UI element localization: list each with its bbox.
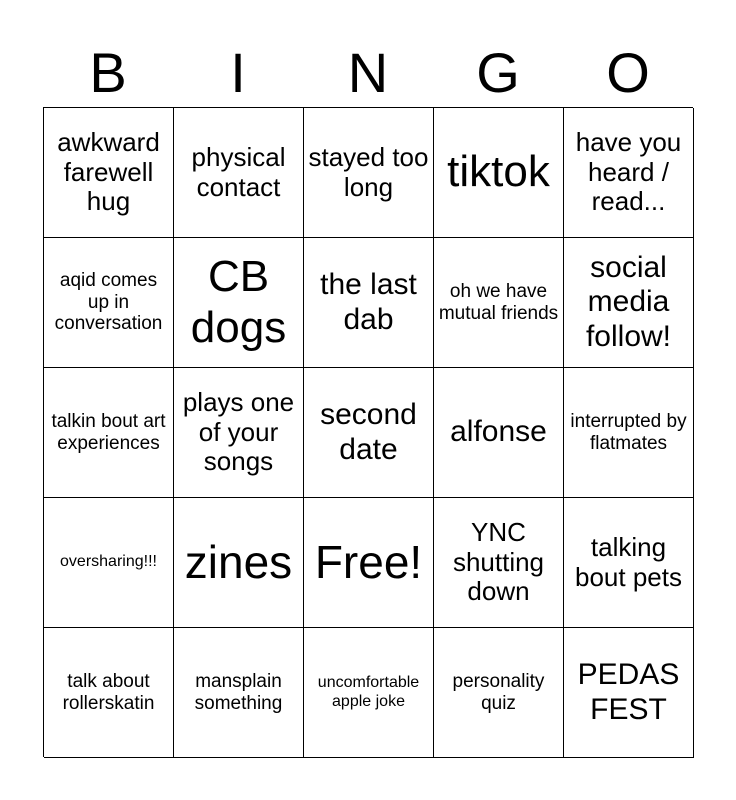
cell-text: talkin bout art experiences [51, 410, 166, 454]
bingo-cell-r5-c2[interactable] [174, 628, 304, 758]
bingo-cell-r5-c3[interactable] [304, 628, 434, 758]
header-letter-b: B [89, 41, 127, 104]
header-letter-o: O [606, 41, 650, 104]
header-letter-g: G [476, 41, 520, 104]
bingo-cell-r5-c5[interactable] [564, 628, 694, 758]
bingo-cell-r4-c3[interactable] [304, 498, 434, 628]
bingo-cell-r4-c4[interactable] [434, 498, 564, 628]
cell-text: PEDAS FEST [577, 658, 680, 726]
cell-text: interrupted by flatmates [570, 410, 687, 454]
cell-text: Free! [314, 536, 423, 589]
bingo-cell-r2-c5[interactable] [564, 238, 694, 368]
bingo-cell-r2-c2[interactable] [174, 238, 304, 368]
bingo-cell-r2-c1[interactable] [44, 238, 174, 368]
bingo-cell-r1-c1[interactable] [44, 108, 174, 238]
cell-text: YNC shutting down [452, 516, 545, 607]
header-letter-n: N [347, 41, 389, 104]
bingo-header [43, 38, 693, 108]
bingo-cell-r2-c4[interactable] [434, 238, 564, 368]
bingo-cell-r4-c2[interactable] [174, 498, 304, 628]
cell-text: alfonse [450, 415, 547, 449]
cell-text: zines [184, 536, 293, 589]
cell-text: personality quiz [452, 670, 545, 714]
cell-text: awkward farewell hug [57, 126, 160, 217]
bingo-cell-r3-c3[interactable] [304, 368, 434, 498]
cell-text: plays one of your songs [182, 386, 295, 477]
cell-text: oversharing!!! [60, 553, 157, 571]
bingo-cell-r1-c3[interactable] [304, 108, 434, 238]
cell-text: the last dab [320, 268, 417, 336]
bingo-cell-r1-c4[interactable] [434, 108, 564, 238]
cell-text: CB dogs [190, 251, 287, 352]
cell-text: social media follow! [585, 250, 672, 353]
bingo-cell-r4-c1[interactable] [44, 498, 174, 628]
cell-text: second date [320, 398, 417, 466]
bingo-cell-r3-c1[interactable] [44, 368, 174, 498]
bingo-cell-r3-c5[interactable] [564, 368, 694, 498]
cell-text: talk about rollerskatin [62, 670, 155, 714]
bingo-cell-r3-c4[interactable] [434, 368, 564, 498]
bingo-board [43, 107, 693, 757]
cell-text: tiktok [447, 147, 550, 197]
bingo-cell-r5-c1[interactable] [44, 628, 174, 758]
cell-text: physical contact [191, 141, 286, 202]
cell-text: talking bout pets [575, 531, 682, 592]
bingo-cell-r2-c3[interactable] [304, 238, 434, 368]
bingo-cell-r5-c4[interactable] [434, 628, 564, 758]
header-letter-i: I [230, 41, 246, 104]
bingo-cell-r3-c2[interactable] [174, 368, 304, 498]
bingo-cell-r1-c5[interactable] [564, 108, 694, 238]
cell-text: uncomfortable apple joke [317, 674, 420, 710]
cell-text: mansplain something [194, 670, 283, 714]
bingo-cell-r1-c2[interactable] [174, 108, 304, 238]
cell-text: aqid comes up in conversation [54, 269, 163, 335]
bingo-cell-r4-c5[interactable] [564, 498, 694, 628]
cell-text: have you heard / read... [575, 126, 682, 217]
cell-text: oh we have mutual friends [438, 280, 559, 324]
cell-text: stayed too long [308, 141, 429, 202]
